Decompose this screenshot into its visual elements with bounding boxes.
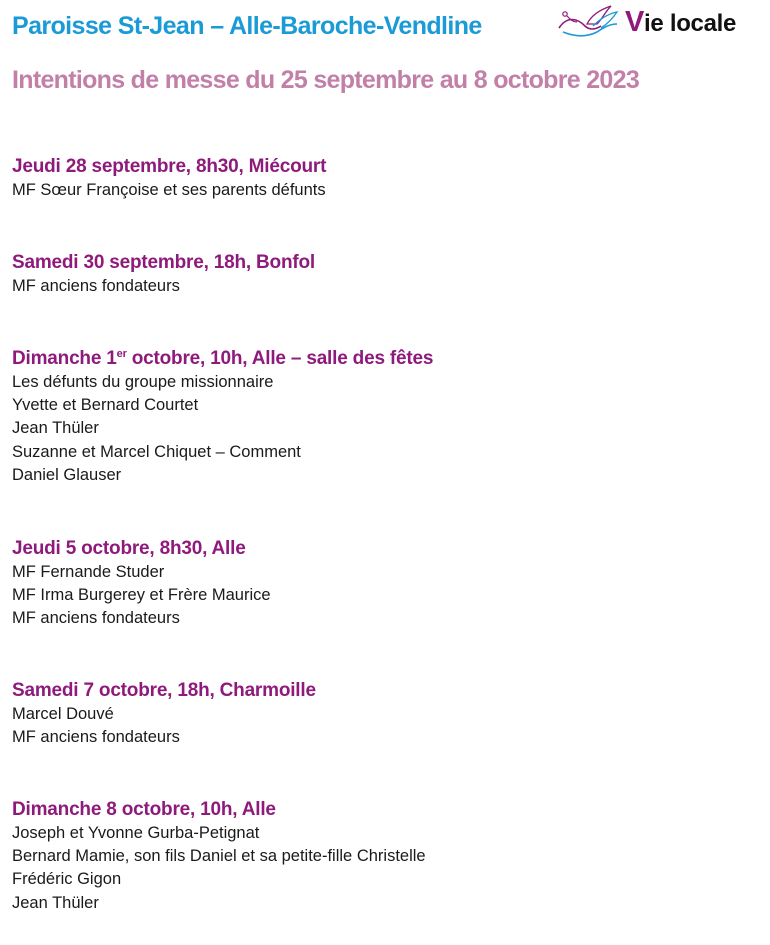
intention-entry: Bernard Mamie, son fils Daniel et sa petite-fille Christelle (12, 847, 426, 866)
page-subtitle: Intentions de messe du 25 septembre au 8 octobre 2023 (12, 66, 640, 94)
intention-entry: MF anciens fondateurs (12, 609, 180, 628)
mass-section (12, 155, 752, 202)
intention-entry: MF Fernande Studer (12, 563, 165, 581)
intention-entry: MF anciens fondateurs (12, 728, 180, 747)
mass-section (12, 347, 752, 487)
intention-entry: Daniel Glauser (12, 465, 122, 484)
heading-text: Dimanche 1 (12, 348, 117, 369)
mass-section (12, 537, 752, 631)
section-heading: Samedi 7 octobre, 18h, Charmoille (12, 680, 316, 701)
badge-text: ie locale (644, 10, 737, 37)
mass-section (12, 679, 752, 749)
mass-section (12, 798, 752, 915)
section-heading: Dimanche 8 octobre, 10h, Alle (12, 799, 276, 820)
intention-entry: Suzanne et Marcel Chiquet – Comment (12, 442, 301, 461)
intention-entry: Marcel Douvé (12, 705, 114, 723)
intention-entry: Jean Thüler (12, 893, 99, 912)
intention-entry: Jean Thüler (12, 419, 99, 438)
intention-entry: Les défunts du groupe missionnaire (12, 373, 274, 391)
badge-initial: V (625, 6, 645, 38)
parish-title: Paroisse St-Jean – Alle-Baroche-Vendline (12, 12, 482, 40)
page-header (0, 0, 770, 94)
intention-entry: MF anciens fondateurs (12, 277, 180, 295)
section-heading: Samedi 30 septembre, 18h, Bonfol (12, 252, 315, 273)
vie-locale-badge (625, 6, 736, 39)
intention-entry: Yvette et Bernard Courtet (12, 396, 199, 415)
section-heading: Jeudi 28 septembre, 8h30, Miécourt (12, 156, 327, 177)
heading-text: octobre, 10h, Alle – salle des fêtes (126, 348, 434, 369)
intention-entry: Frédéric Gigon (12, 870, 122, 889)
intention-entry: MF Irma Burgerey et Frère Maurice (12, 586, 271, 605)
mass-section (12, 251, 752, 298)
intention-entry: MF Sœur Françoise et ses parents défunts (12, 181, 326, 199)
section-heading: Jeudi 5 octobre, 8h30, Alle (12, 538, 246, 559)
dove-icon (557, 2, 623, 44)
intention-entry: Joseph et Yvonne Gurba-Petignat (12, 824, 260, 842)
heading-ordinal: er (116, 348, 127, 360)
section-heading (12, 347, 752, 371)
